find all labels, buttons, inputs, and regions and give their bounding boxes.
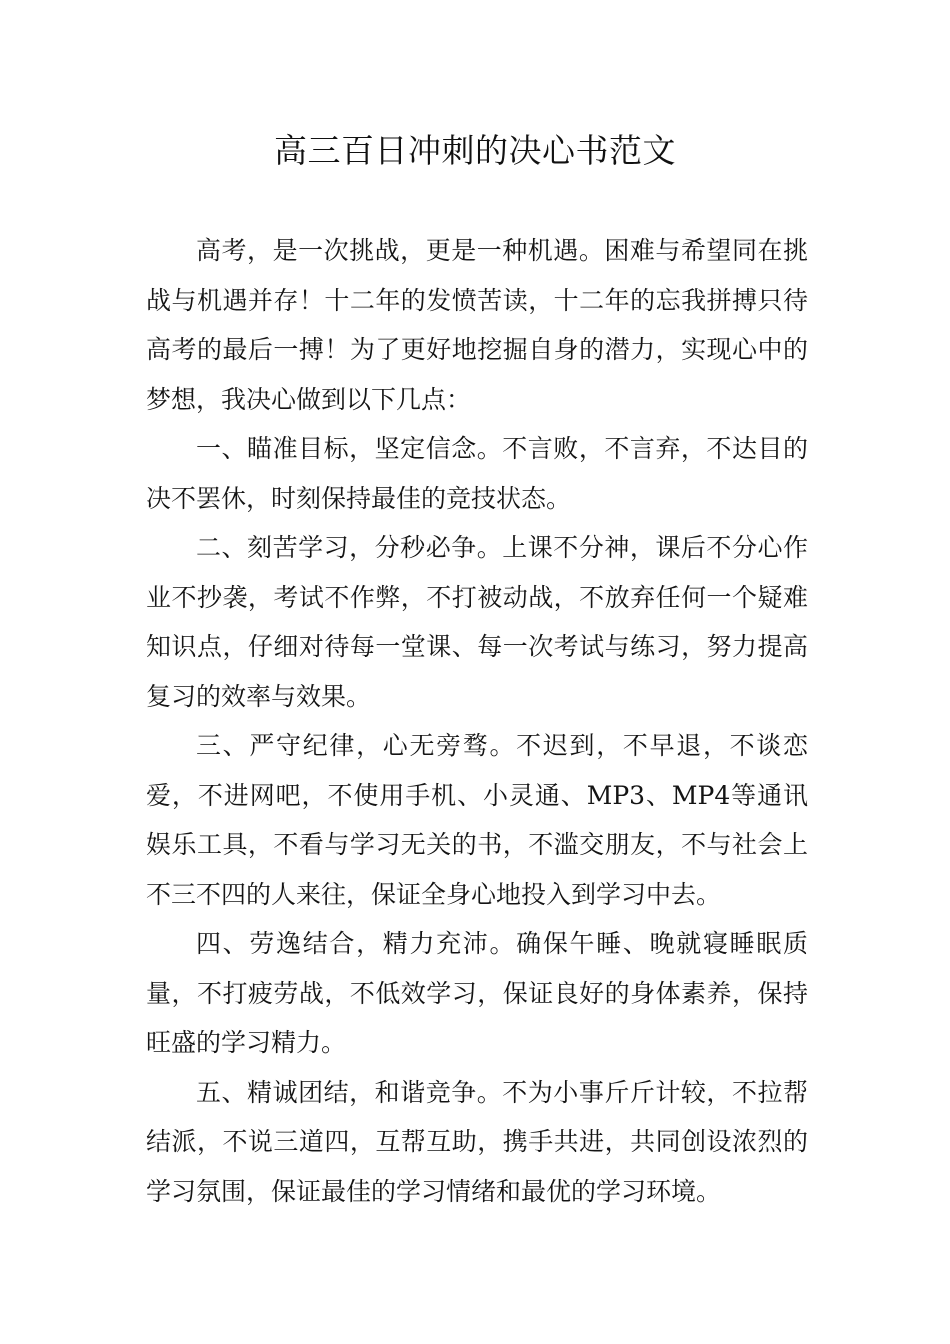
paragraph-point-1: 一、瞄准目标，坚定信念。不言败，不言弃，不达目的决不罢休，时刻保持最佳的竞技状态。 (146, 434, 808, 513)
paragraph-intro: 高考，是一次挑战，更是一种机遇。困难与希望同在挑战与机遇并存！十二年的发愤苦读，十二年的忘我拼搏只待高考的最后一搏！为了更好地挖掘自身的潜力，实现心中的梦想，我决心做到以下几点： (146, 236, 808, 414)
document-title: 高三百日冲刺的决心书范文 (274, 131, 676, 170)
paragraph-point-4: 四、劳逸结合，精力充沛。确保午睡、晚就寝睡眠质量，不打疲劳战，不低效学习，保证良好的身体素养，保持旺盛的学习精力。 (146, 929, 808, 1057)
document-body (146, 226, 808, 1216)
paragraph-point-5: 五、精诚团结，和谐竞争。不为小事斤斤计较，不拉帮结派，不说三道四，互帮互助，携手共进，共同创设浓烈的学习氛围，保证最佳的学习情绪和最优的学习环境。 (146, 1077, 808, 1206)
paragraph-point-2: 二、刻苦学习，分秒必争。上课不分神，课后不分心作业不抄袭，考试不作弊，不打被动战，不放弃任何一个疑难知识点，仔细对待每一堂课、每一次考试与练习，努力提高复习的效率与效果。 (146, 533, 808, 711)
paragraph-point-3: 三、严守纪律，心无旁骛。不迟到，不早退，不谈恋爱，不进网吧，不使用手机、小灵通、MP3、MP4等通讯娱乐工具，不看与学习无关的书，不滥交朋友，不与社会上不三不四的人来往，保证全身心地投入到学习中去。 (146, 731, 808, 909)
